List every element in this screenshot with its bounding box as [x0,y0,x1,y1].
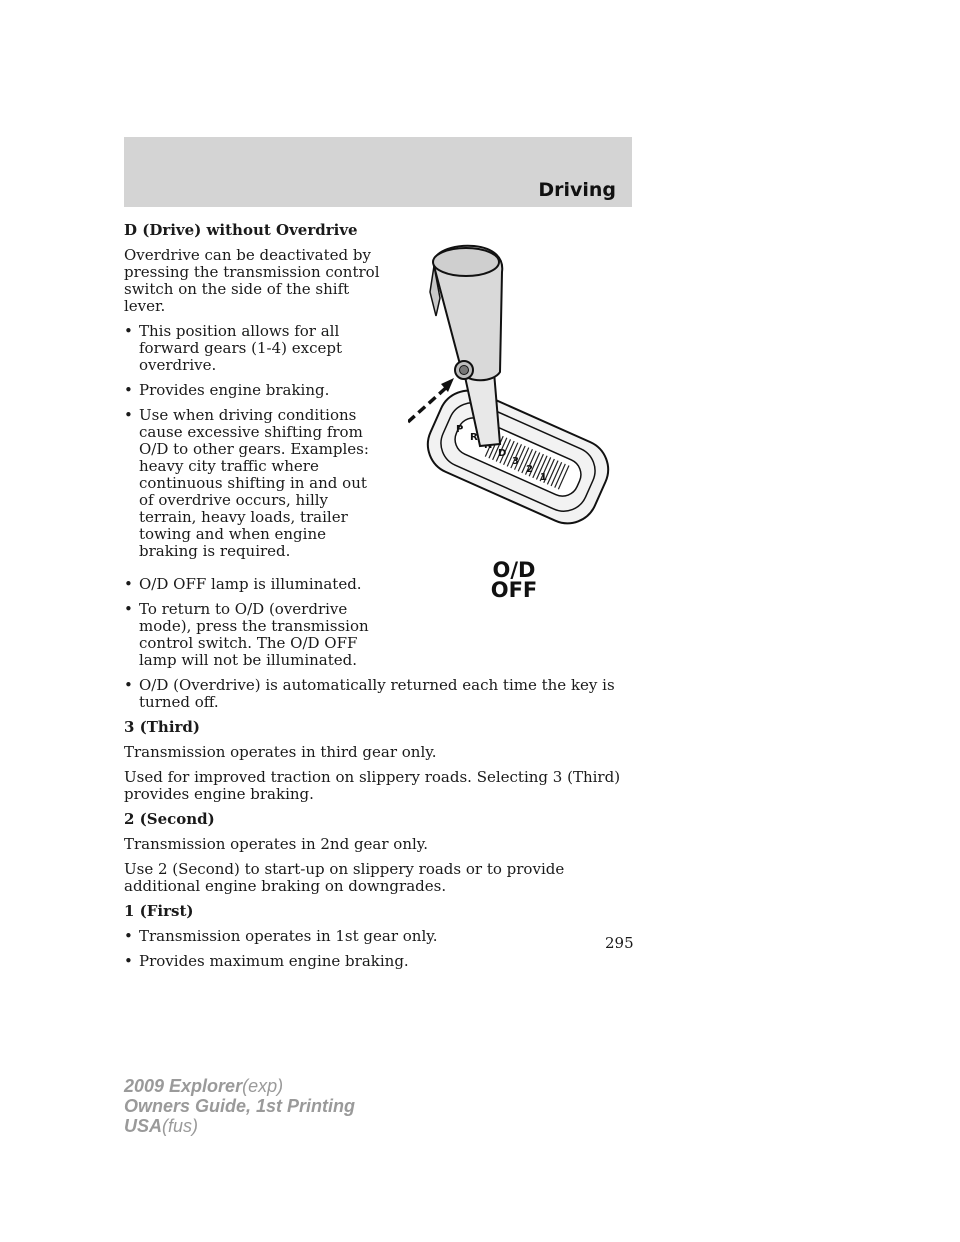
handle-top [433,248,499,276]
gear-label-1: 1 [540,472,547,483]
list-item: • O/D (Overdrive) is automatically returned each time the key is turned off. [124,676,615,711]
list-item: • O/D OFF lamp is illuminated. [124,575,362,593]
third-paragraph-2: Used for improved traction on slippery roads. Selecting 3 (Third) provides engine braking. [124,768,621,803]
footer-market: USA [124,1116,163,1136]
document-footer [124,1076,355,1136]
list-item: • This position allows for all forward gears (1-4) except overdrive. [124,322,343,374]
footer-guide: Owners Guide, 1st Printing [124,1096,356,1116]
bullet-icon: • [124,927,133,945]
heading-first: 1 (First) [124,902,194,920]
gear-label-p: P [456,424,464,435]
text-column [124,222,386,669]
page-number: 295 [605,934,634,952]
section-title: Driving [538,179,616,201]
third-paragraph-1: Transmission operates in third gear only. [124,743,437,761]
bullet-icon: • [124,575,133,593]
footer-model-code: (exp) [242,1076,284,1096]
od-off-lamp-indicator: O/D OFF [490,558,538,602]
gear-label-3: 3 [512,456,519,467]
heading-second: 2 (Second) [124,810,215,828]
gear-label-2: 2 [526,464,533,475]
drive-without-overdrive-section [124,222,634,669]
second-paragraph-1: Transmission operates in 2nd gear only. [124,835,429,853]
bullet-icon: • [124,952,133,970]
list-item: • Provides maximum engine braking. [124,952,409,970]
gear-label-d: D [498,448,507,459]
footer-model: 2009 Explorer [124,1076,243,1096]
shift-lever-illustration [408,232,628,532]
bullet-icon: • [124,322,133,340]
bullet-icon: • [124,406,133,424]
heading-third: 3 (Third) [124,718,201,736]
heading-drive-no-od: D (Drive) without Overdrive [124,221,358,239]
bullet-icon: • [124,600,133,618]
section-header [124,137,632,207]
bullet-icon: • [124,676,133,694]
list-item: • To return to O/D (overdrive mode), press the transmission control switch. The O/D OFF lamp will not be illuminated. [124,600,369,669]
list-item: • Use when driving conditions cause excessive shifting from O/D to other gears. Examples: heavy city traffic where continuous shifting in and out of overdrive occurs, hilly terrain, heavy loads, trailer towing and when engine braking is required. [124,406,369,560]
list-item: • Transmission operates in 1st gear only. [124,927,438,945]
page-content [124,222,634,978]
footer-market-code: (fus) [162,1116,199,1136]
intro-paragraph: Overdrive can be deactivated by pressing the transmission control switch on the side of the shift lever. [124,246,380,315]
bullet-icon: • [124,381,133,399]
second-paragraph-2: Use 2 (Second) to start-up on slippery roads or to provide additional engine braking on downgrades. [124,860,565,895]
gear-label-r: R [470,432,478,443]
list-item: • Provides engine braking. [124,381,330,399]
